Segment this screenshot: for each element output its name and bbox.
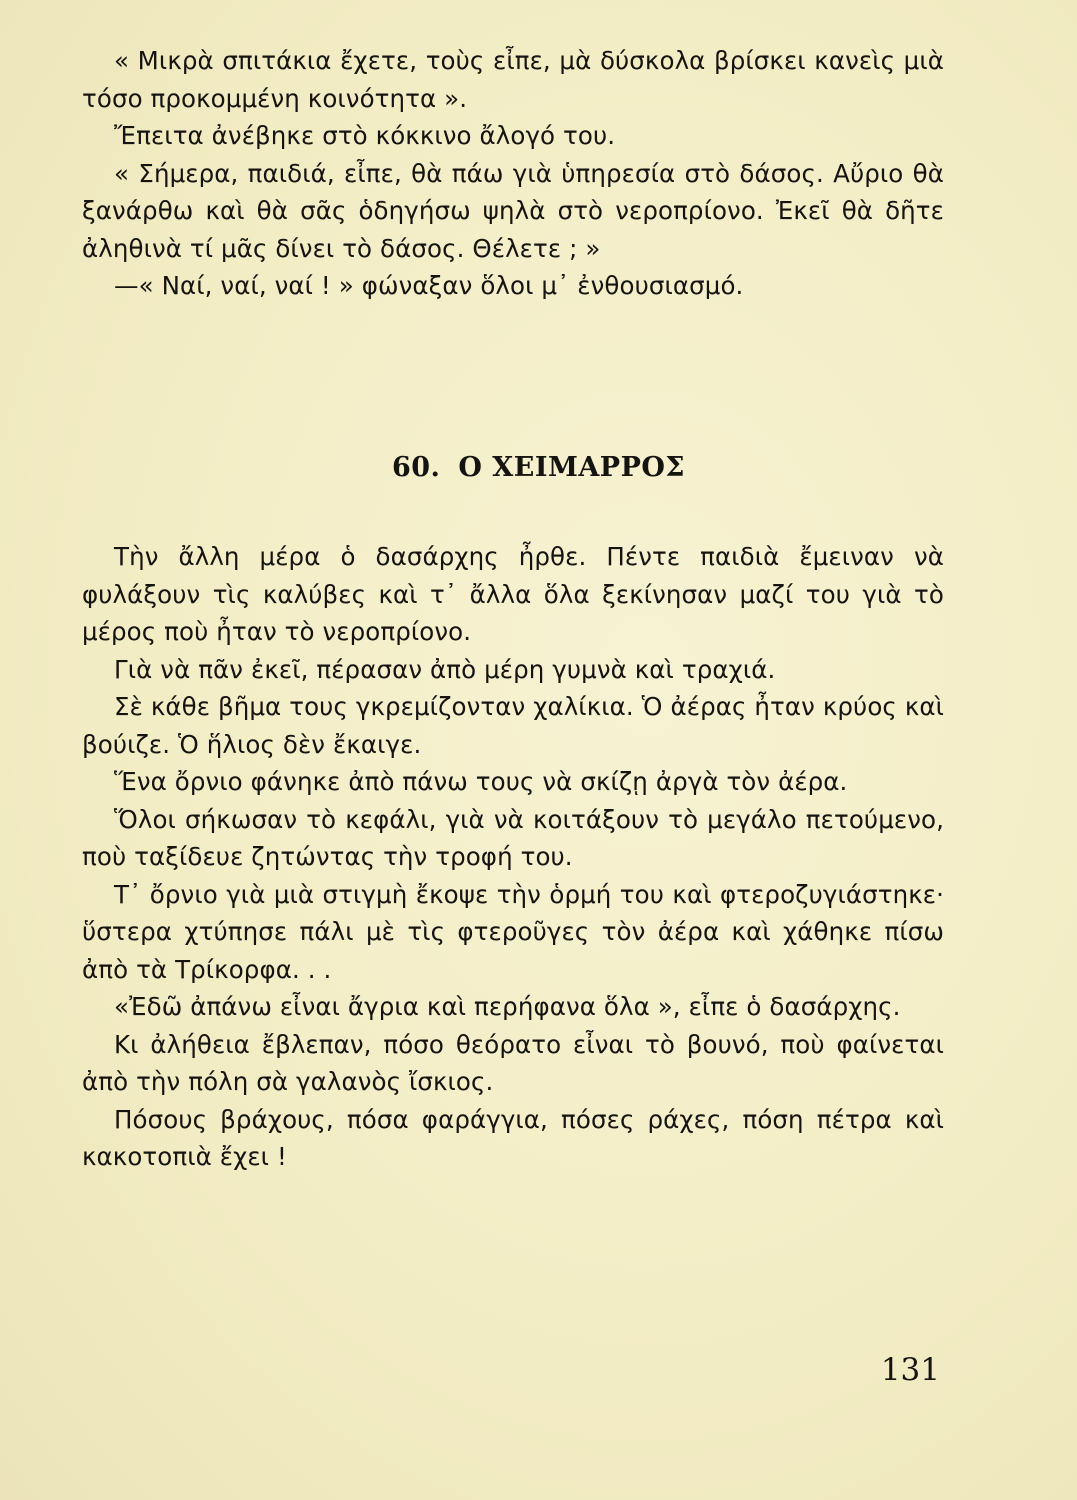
paragraph: —« Ναί, ναί, ναί ! » φώναξαν ὅλοι μ᾽ ἐνθουσιασμό. (114, 271, 744, 300)
paragraph: Ἔπειτα ἀνέβηκε στὸ κόκκινο ἄλογό του. (114, 121, 616, 150)
chapter-heading (0, 452, 1077, 483)
paragraph: Πόσους βράχους, πόσα φαράγγια, πόσες ράχες, πόση πέτρα καὶ κακοτοπιὰ ἔχει ! (82, 1104, 944, 1171)
paragraph: Ἕνα ὄρνιο φάνηκε ἀπὸ πάνω τους νὰ σκίζῃ ἀργὰ τὸν ἀέρα. (114, 767, 848, 796)
page-number: 131 (880, 1352, 940, 1388)
paragraph: Τὴν ἄλλη μέρα ὁ δασάρχης ἦρθε. Πέντε παιδιὰ ἔμειναν νὰ φυλάξουν τὶς καλύβες καὶ τ᾽ ἄλλα ὅλα ξεκίνησαν μαζί του γιὰ τὸ μέρος ποὺ ἦταν τὸ νεροπρίονο. (82, 542, 944, 646)
chapter-number: 60. (391, 452, 441, 483)
intro-text-block (82, 42, 944, 305)
chapter-title-text: Ο ΧΕΙΜΑΡΡΟΣ (458, 452, 686, 483)
paragraph: « Σήμερα, παιδιά, εἶπε, θὰ πάω γιὰ ὑπηρεσία στὸ δάσος. Αὔριο θὰ ξανάρθω καὶ θὰ σᾶς ὁδηγήσω ψηλὰ στὸ νεροπρίονο. Ἐκεῖ θὰ δῆτε ἀληθινὰ τί μᾶς δίνει τὸ δάσος. Θέλετε ; » (82, 158, 944, 263)
paragraph: Ὅλοι σήκωσαν τὸ κεφάλι, γιὰ νὰ κοιτάξουν τὸ μεγάλο πετούμενο, ποὺ ταξίδευε ζητώντας τὴν τροφή του. (82, 804, 944, 871)
paragraph: Τ᾽ ὄρνιο γιὰ μιὰ στιγμὴ ἔκοψε τὴν ὁρμή του καὶ φτεροζυγιάστηκε· ὕστερα χτύπησε πάλι μὲ τὶς φτεροῦγες τὸν ἀέρα καὶ χάθηκε πίσω ἀπὸ τὰ Τρίκορφα. . . (82, 879, 944, 984)
paragraph: Κι ἀλήθεια ἔβλεπαν, πόσο θεόρατο εἶναι τὸ βουνό, ποὺ φαίνεται ἀπὸ τὴν πόλη σὰ γαλανὸς ἴσκιος. (82, 1029, 944, 1096)
paragraph: Σὲ κάθε βῆμα τους γκρεμίζονταν χαλίκια. Ὁ ἀέρας ἦταν κρύος καὶ βούιζε. Ὁ ἥλιος δὲν ἔκαιγε. (82, 692, 944, 759)
paragraph: Γιὰ νὰ πᾶν ἐκεῖ, πέρασαν ἀπὸ μέρη γυμνὰ καὶ τραχιά. (114, 654, 776, 684)
chapter-body (82, 538, 944, 1176)
paragraph: «Ἐδῶ ἀπάνω εἶναι ἄγρια καὶ περήφανα ὅλα », εἶπε ὁ δασάρχης. (114, 992, 901, 1021)
paragraph: « Μικρὰ σπιτάκια ἔχετε, τοὺς εἶπε, μὰ δύσκολα βρίσκει κανεὶς μιὰ τόσο προκομμένη κοινότητα ». (82, 46, 944, 113)
